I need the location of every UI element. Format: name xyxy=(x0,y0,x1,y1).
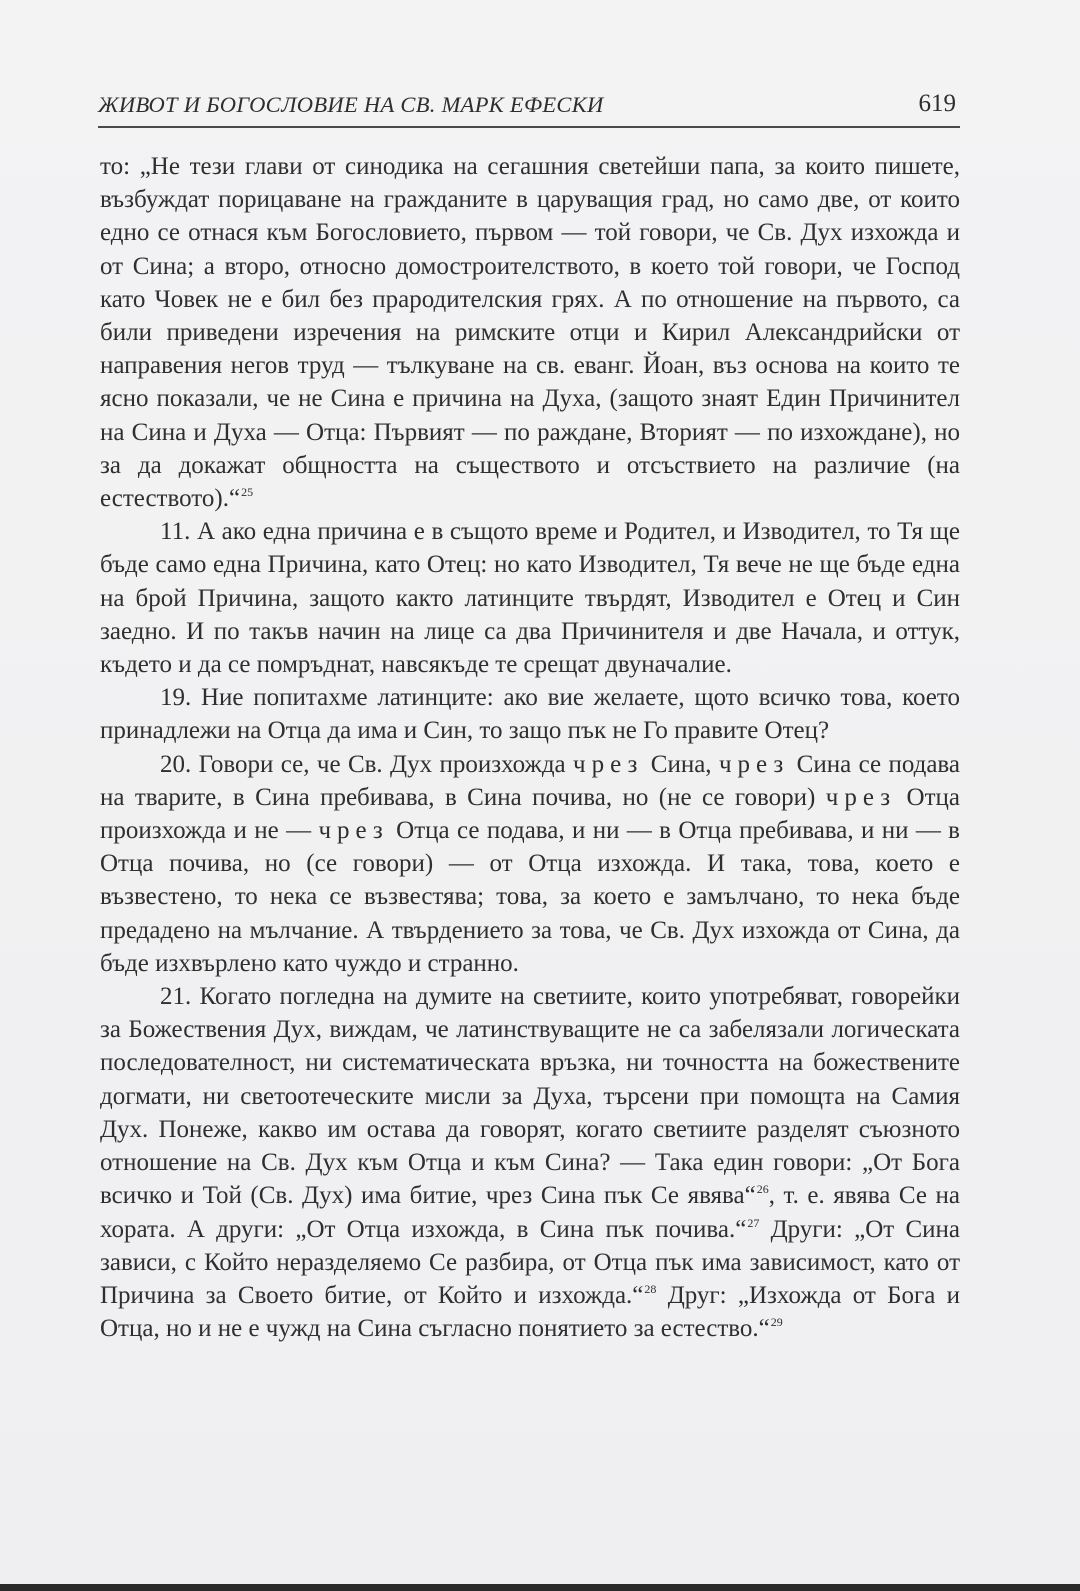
text-segment: Други: „От Сина зависи, с Който неразделяемо Се разбира, от Отца пък има зависимост, като от Причина за Своето битие, от Който и изхожда.“ xyxy=(100,1215,960,1309)
text-segment: , т. е. явява Се на хората. А други: „От Отца изхожда, в Сина пък почива.“ xyxy=(100,1182,960,1243)
text-segment: то: „Не тези глави от синодика на сегашния светейши папа, за които пишете, възбуждат порицаване на гражданите в царуващия град, но само две, от които едно се отнася към Богословието, първом — той говори, че Св. Дух изхожда и от Сина; а второ, относно домостроителството, в което той говори, че Господ като Човек не е бил без прародителския грях. А по отношение на първото, са били приведени изречения на римските отци и Кирил Александрийски от направения негов труд — тълкуване на св. еванг. Йоан, въз основа на които те ясно показали, че не Сина е причина на Духа, (защото знаят Един Причинител на Сина и Духа — Отца: Първият — по раждане, Вторият — по изхождане), но за да докажат общността на съществото и отсъствието на различие (на естеството).“ xyxy=(100,153,960,513)
running-title: ЖИВОТ И БОГОСЛОВИЕ НА СВ. МАРК ЕФЕСКИ xyxy=(98,92,604,117)
footnote-marker: 27 xyxy=(747,1215,760,1230)
page-header xyxy=(98,86,960,128)
paragraph xyxy=(100,980,960,1345)
text-segment: 20. Говори се, че Св. Дух произхожда xyxy=(160,750,574,778)
text-segment: Сина, xyxy=(643,750,719,778)
body-text xyxy=(100,150,960,1345)
spaced-emphasis: чрез xyxy=(318,817,389,845)
text-segment: 11. А ако една причина е в същото време и Родител, и Изводител, то Тя ще бъде само една Причина, като Отец: но като Изводител, Тя вече не ще бъде една на брой Причина, защото както латинците твърдят, Изводител е Отец и Син заедно. И по такъв начин на лице са два Причинителя и две Начала, и оттук, където и да се помръднат, навсякъде те срещат двуначалие. xyxy=(100,518,960,679)
text-segment: Сина се подава на тварите, в Сина пребивава, в Сина почива, но (не се говори) xyxy=(100,750,961,811)
paragraph xyxy=(100,681,960,747)
page-bottom-edge xyxy=(0,1584,1080,1591)
paragraph xyxy=(100,515,960,681)
text-segment: 21. Когато погледна на думите на светиите, които употребяват, говорейки за Божествения Дух, виждам, че латинствуващите не са забелязали логическата последователност, ни систематическата връзка, ни точността на божествените догмати, ни светоотеческите мисли за Духа, търсени при помощта на Самия Дух. Понеже, какво им остава да говорят, когато светиите разделят съюзното отношение на Св. Дух към Отца и към Сина? — Така един говори: „От Бога всичко и Той (Св. Дух) има битие, чрез Сина пък Се явява“ xyxy=(100,983,960,1210)
footnote-marker: 29 xyxy=(770,1315,783,1330)
paragraph xyxy=(100,150,960,515)
text-segment: Отца се подава, и ни — в Отца пребивава, и ни — в Отца почива, но (се говори) — от Отца изхожда. И така, това, което е възвестено, то нека се възвестява; това, за което е замълчано, то нека бъде предадено на мълчание. А твърдението за това, че Св. Дух изхожда от Сина, да бъде изхвърлено като чуждо и странно. xyxy=(100,817,960,977)
footnote-marker: 28 xyxy=(644,1281,657,1296)
spaced-emphasis: чрез xyxy=(825,783,897,811)
text-segment: Друг: „Изхожда от Бога и Отца, но и не е чужд на Сина съгласно понятието за естество.“ xyxy=(100,1281,960,1343)
text-segment: 19. Ние попитахме латинците: ако вие желаете, щото всичко това, което принадлежи на Отца да има и Син, то защо пък не Го правите Отец? xyxy=(100,684,960,745)
spaced-emphasis: чрез xyxy=(573,750,644,778)
spaced-emphasis: чрез xyxy=(718,750,790,778)
paragraph xyxy=(100,748,960,980)
footnote-marker: 26 xyxy=(756,1182,769,1197)
text-segment: Отца произхожда и не — xyxy=(100,783,960,845)
footnote-marker: 25 xyxy=(241,485,254,500)
page-number: 619 xyxy=(918,90,956,117)
